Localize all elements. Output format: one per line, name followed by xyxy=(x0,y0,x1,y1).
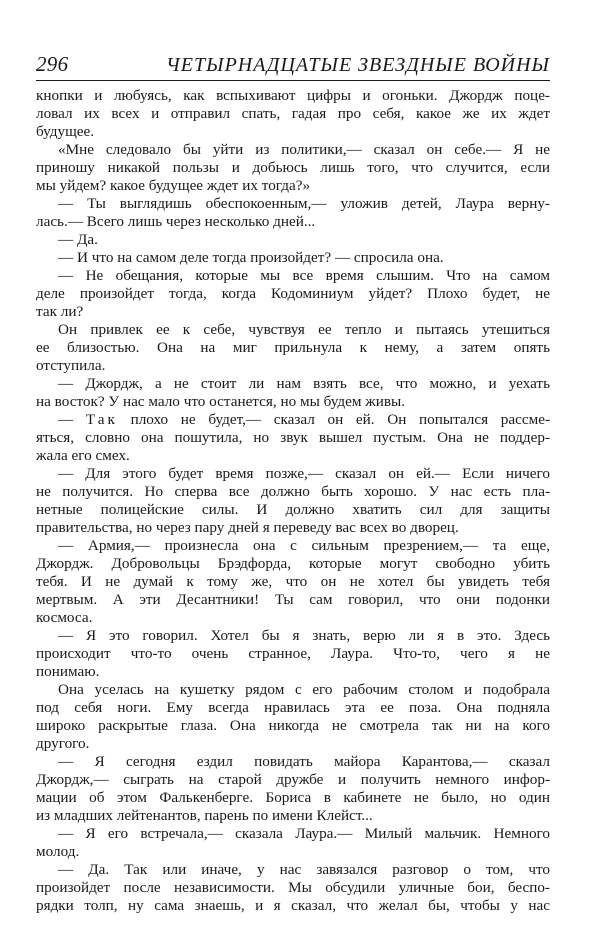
text-line: — Я это говорил. Хотел бы я знать, верю ли я в это. Здесь xyxy=(58,627,550,644)
text-line: широко раскрытые глаза. Она никогда не смотрела так ни на кого xyxy=(36,717,550,734)
text-line: происходит что-то очень странное, Лаура. Что-то, чего я не xyxy=(36,645,550,662)
text-line: мации об этом Фалькенберге. Бориса в кабинете не было, но один xyxy=(36,789,550,806)
text-line: Она уселась на кушетку рядом с его рабочим столом и подобрала xyxy=(58,681,550,698)
text-line: мы уйдем? какое будущее ждет их тогда?» xyxy=(36,177,311,194)
text-line xyxy=(36,411,550,429)
text-line: рядки толп, ну сама знаешь, и я сказал, что желал бы, чтобы у нас xyxy=(36,897,550,914)
text-line: понимаю. xyxy=(36,663,100,680)
text-line: — И что на самом деле тогда произойдет? — спросила она. xyxy=(58,249,444,266)
text-line: — Для этого будет время позже,— сказал он ей.— Если ничего xyxy=(58,465,550,482)
text-line: приношу никакой пользы и добьюсь лишь того, что случится, если xyxy=(36,159,550,176)
text-line: кнопки и любуясь, как вспыхивают цифры и огоньки. Джордж поце- xyxy=(36,87,550,104)
text-line: деле произойдет тогда, когда Кодоминиум уйдет? Плохо будет, не xyxy=(36,285,550,302)
text-line: жала его смех. xyxy=(36,447,130,464)
body-text xyxy=(36,87,550,915)
text-line: на восток? У нас мало что останется, но мы будем живы. xyxy=(36,393,406,410)
text-line: — Ты выглядишь обеспокоенным,— уложив детей, Лаура верну- xyxy=(58,195,550,212)
book-page xyxy=(36,52,550,915)
running-header xyxy=(36,52,550,81)
text-line: отступила. xyxy=(36,357,106,374)
text-line: — Я сегодня ездил повидать майора Карантова,— сказал xyxy=(58,753,550,770)
text-line: Джордж. Добровольцы Брэдфорда, которые могут свободно убить xyxy=(36,555,550,572)
text-line: тебя. И не думай к тому же, что он не хотел бы увидеть тебя xyxy=(36,573,550,590)
page-number: 296 xyxy=(36,52,69,76)
text-line: мертвым. А эти Десантники! Ты сам говорил, что они подонки xyxy=(36,591,550,608)
text-line: космоса. xyxy=(36,609,93,626)
text-line: другого. xyxy=(36,735,90,752)
text-line: Он привлек ее к себе, чувствуя ее тепло и пытаясь утешиться xyxy=(58,321,550,338)
text-line: — Я его встречала,— сказала Лаура.— Милый мальчик. Немного xyxy=(58,825,550,842)
text-line: яться, словно она пошутила, но звук вышел пустым. Она не поддер- xyxy=(36,429,550,446)
text-line: — Армия,— произнесла она с сильным презрением,— та еще, xyxy=(58,537,550,554)
text-line: — Да. xyxy=(58,231,98,248)
text-line: Джордж,— сыграть на старой дружбе и получить немного инфор- xyxy=(36,771,550,788)
text-line: правительства, но через пару дней я переведу вас всех во дворец. xyxy=(36,519,459,536)
text-line: будущее. xyxy=(36,123,95,140)
text-line: лась.— Всего лишь через несколько дней... xyxy=(36,213,316,230)
text-line-part: — xyxy=(58,411,86,428)
text-line-part: плохо не будет,— сказал он ей. Он попытался рассме- xyxy=(117,411,550,428)
text-line: нетные полицейские силы. И должно хватить сил для защиты xyxy=(36,501,550,518)
text-line: из младших лейтенантов, парень по имени Клейст... xyxy=(36,807,373,824)
text-line: ловал их всех и отправил спать, гадая про себя, какое же их ждет xyxy=(36,105,550,122)
running-title: ЧЕТЫРНАДЦАТЫЕ ЗВЕЗДНЫЕ ВОЙНЫ xyxy=(166,54,550,76)
text-line: произойдет после независимости. Мы обсудили уличные бои, беспо- xyxy=(36,879,550,896)
text-line: молод. xyxy=(36,843,80,860)
text-line: ее близостью. Она на миг прильнула к нему, а затем опять xyxy=(36,339,550,356)
text-line: под себя ноги. Ему всегда нравилась эта ее поза. Она подняла xyxy=(36,699,550,716)
text-line: — Да. Так или иначе, у нас завязался разговор о том, что xyxy=(58,861,550,878)
text-line: «Мне следовало бы уйти из политики,— сказал он себе.— Я не xyxy=(58,141,550,158)
text-line: не получится. Но сперва все должно быть хорошо. У нас есть пла- xyxy=(36,483,550,500)
text-line: — Не обещания, которые мы все время слышим. Что на самом xyxy=(58,267,550,284)
text-line: так ли? xyxy=(36,303,84,320)
spaced-emphasis: Так xyxy=(85,411,118,428)
text-line: — Джордж, а не стоит ли нам взять все, что можно, и уехать xyxy=(58,375,550,392)
